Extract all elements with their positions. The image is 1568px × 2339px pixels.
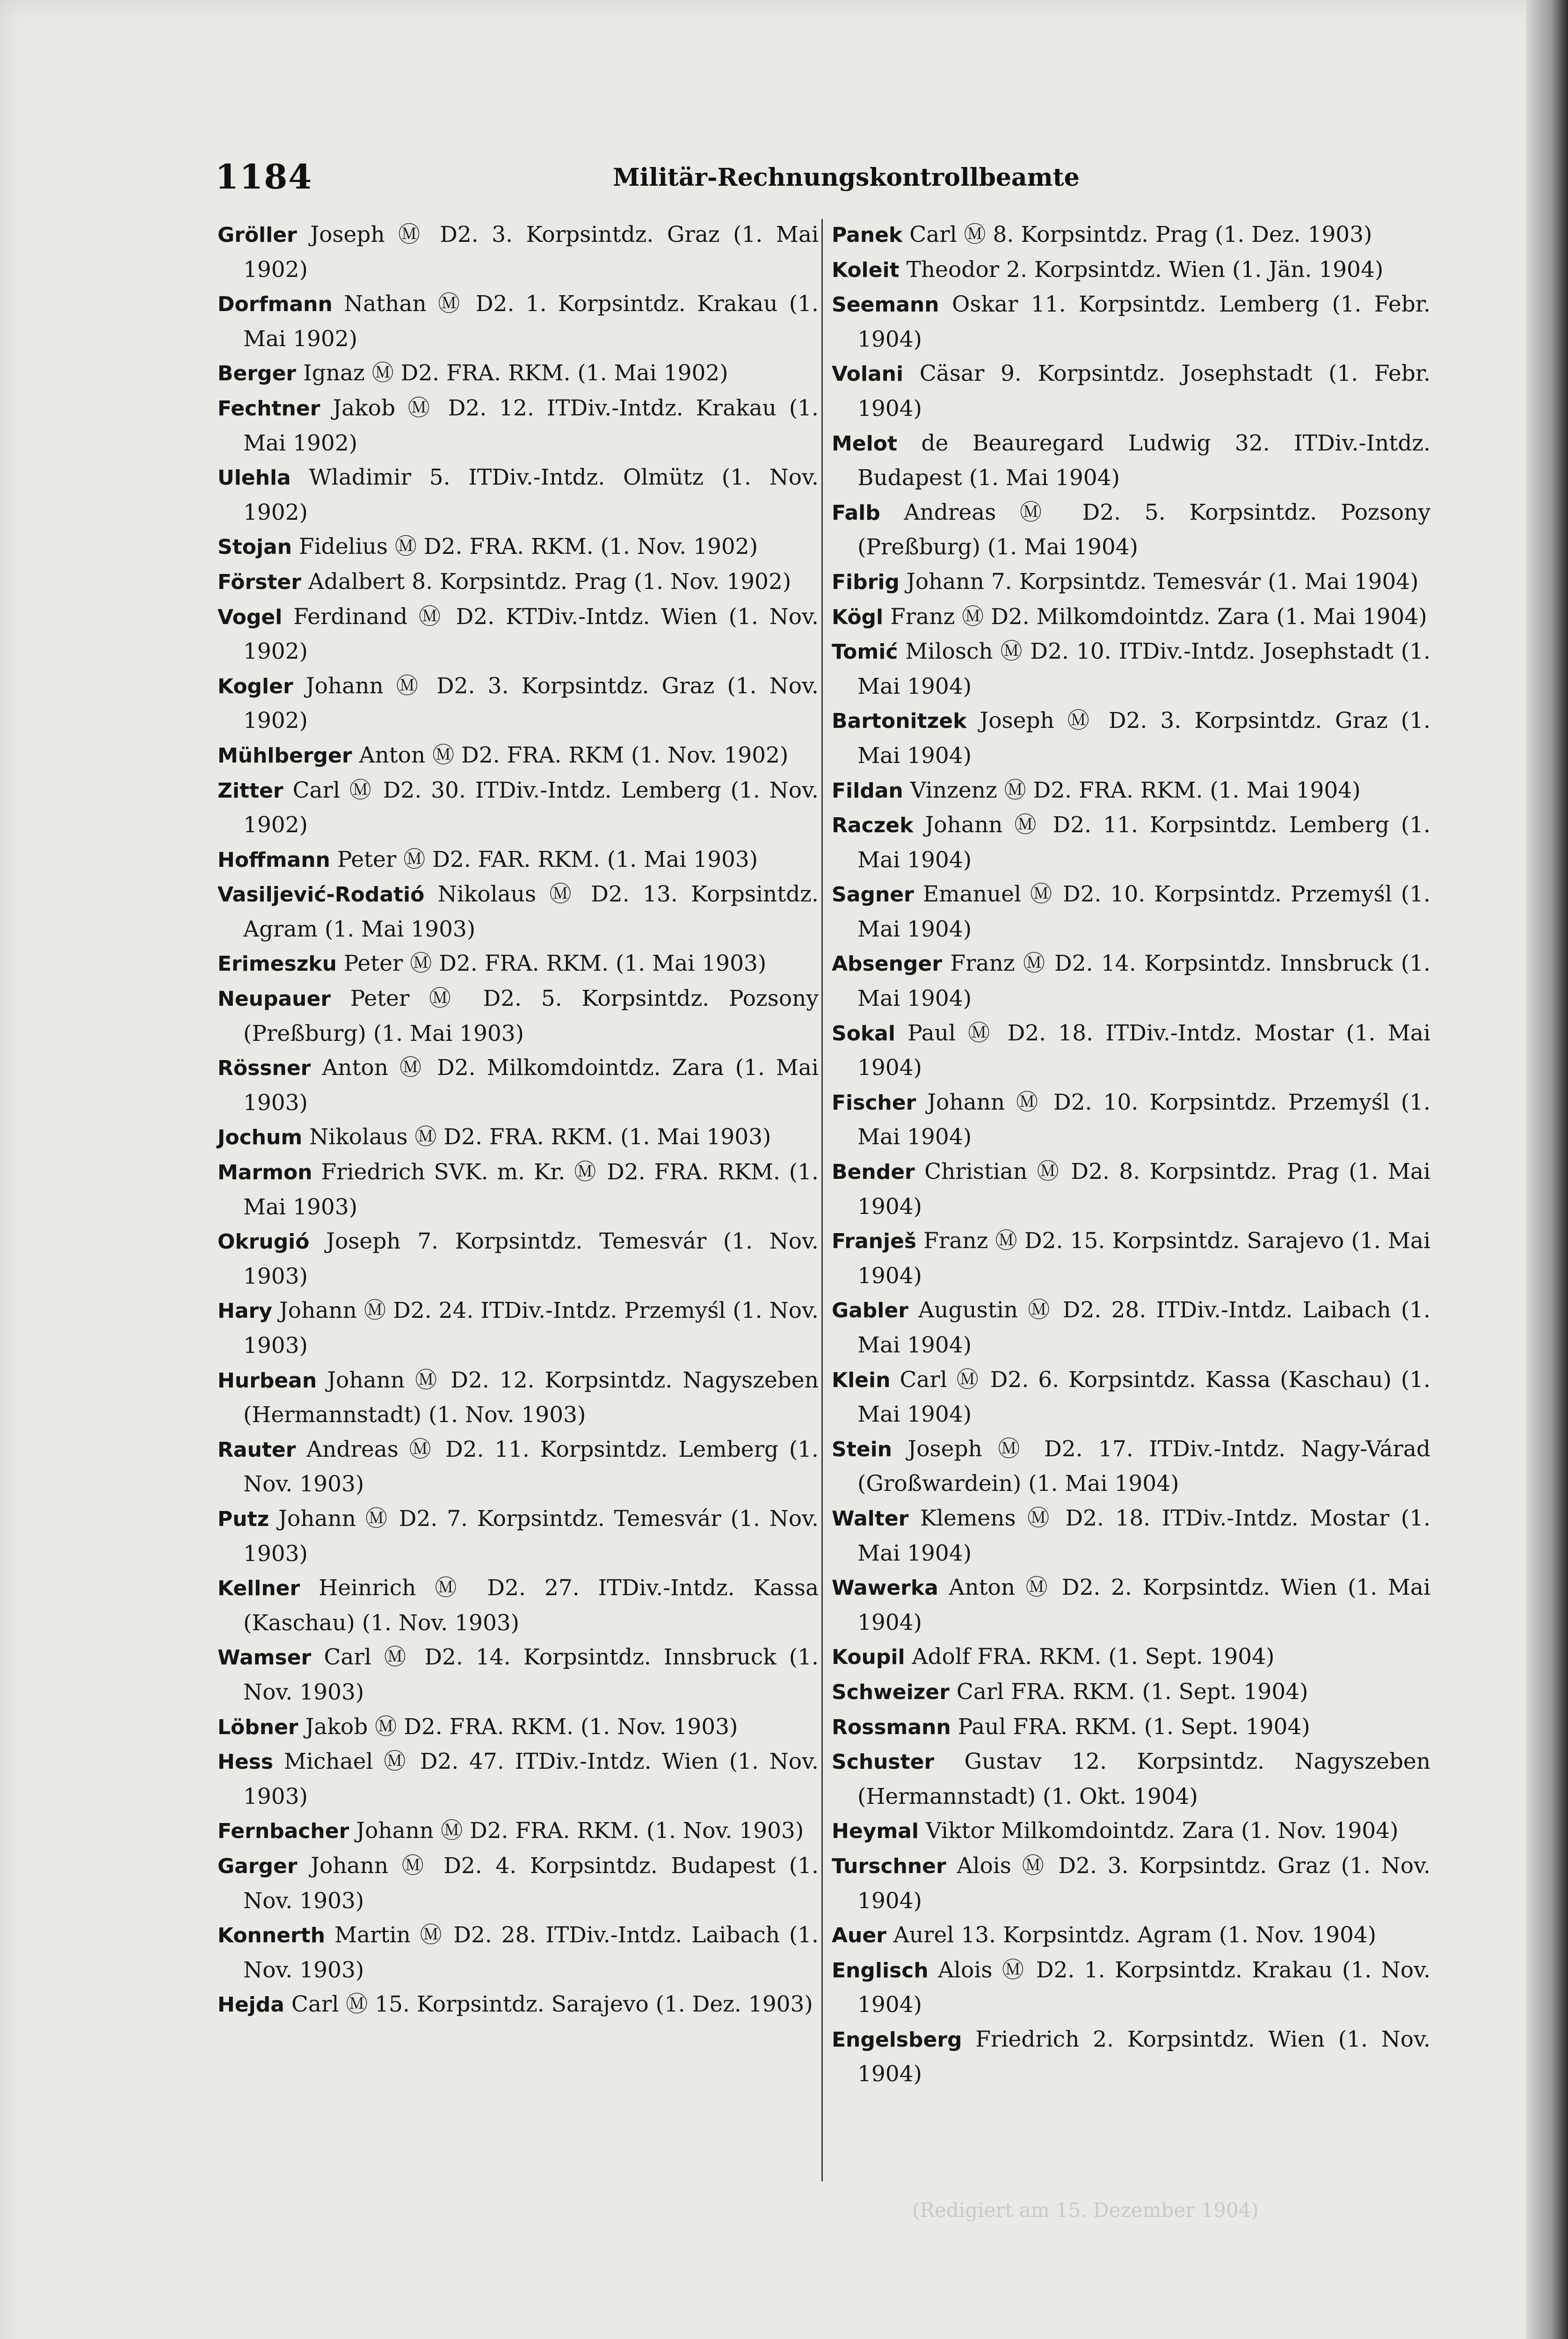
- entry-surname: Rossmann: [832, 1715, 951, 1739]
- entry-surname: Berger: [218, 362, 297, 386]
- entry-surname: Turschner: [832, 1854, 946, 1878]
- entry-details: Klemens Ⓜ D2. 18. ITDiv.-Intdz. Mostar (1. Mai 1904): [857, 1505, 1430, 1566]
- running-title: Militär-Rechnungskontrollbeamte: [613, 163, 1080, 192]
- entry: [832, 1953, 1430, 2022]
- entry-surname: Jochum: [218, 1126, 303, 1150]
- entry-surname: Franješ: [832, 1229, 917, 1254]
- entry-surname: Garger: [218, 1854, 298, 1878]
- entry: [832, 1363, 1430, 1432]
- entry-surname: Schuster: [832, 1750, 935, 1774]
- entry: [218, 1224, 819, 1293]
- entry-details: Michael Ⓜ D2. 47. ITDiv.-Intdz. Wien (1. Nov. 1903): [243, 1749, 819, 1809]
- entry-surname: Mühlberger: [218, 743, 352, 768]
- entry-details: Ignaz Ⓜ D2. FRA. RKM. (1. Mai 1902): [303, 360, 728, 386]
- entry-details: Aurel 13. Korpsintdz. Agram (1. Nov. 1904): [893, 1922, 1377, 1948]
- entry-details: de Beauregard Ludwig 32. ITDiv.-Intdz. Budapest (1. Mai 1904): [857, 430, 1430, 491]
- entry-details: Franz Ⓜ D2. 15. Korpsintdz. Sarajevo (1. Mai 1904): [857, 1228, 1430, 1289]
- entry-details: Franz Ⓜ D2. 14. Korpsintdz. Innsbruck (1. Mai 1904): [857, 951, 1430, 1012]
- entry: [218, 946, 819, 981]
- entry: [218, 356, 819, 391]
- entry: [832, 1640, 1430, 1675]
- entry: [832, 634, 1430, 704]
- entry-details: Joseph 7. Korpsintdz. Temesvár (1. Nov. 1903): [243, 1228, 819, 1289]
- entry-surname: Löbner: [218, 1715, 298, 1739]
- entry-details: Jakob Ⓜ D2. FRA. RKM. (1. Nov. 1903): [305, 1714, 738, 1740]
- entry-surname: Englisch: [832, 1958, 929, 1983]
- entry: [832, 877, 1430, 946]
- entry: [832, 1814, 1430, 1849]
- entry-surname: Gabler: [832, 1299, 908, 1323]
- entry-details: Alois Ⓜ D2. 1. Korpsintdz. Krakau (1. Nov. 1904): [857, 1957, 1430, 2018]
- entry: [832, 1085, 1430, 1155]
- entry-details: Peter Ⓜ D2. 5. Korpsintdz. Pozsony (Preßburg) (1. Mai 1903): [243, 986, 819, 1046]
- entry: [832, 287, 1430, 356]
- entry-details: Carl Ⓜ 15. Korpsintdz. Sarajevo (1. Dez. 1903): [291, 1991, 813, 2018]
- entry: [832, 565, 1430, 600]
- entry-surname: Konnerth: [218, 1924, 326, 1948]
- entry-surname: Hess: [218, 1750, 274, 1774]
- entry: [218, 1918, 819, 1987]
- entry: [832, 1432, 1430, 1501]
- entry-details: Carl Ⓜ D2. 6. Korpsintdz. Kassa (Kaschau) (1. Mai 1904): [857, 1366, 1430, 1428]
- page-header: [215, 157, 1431, 194]
- entry: [218, 1744, 819, 1814]
- right-column: [832, 218, 1430, 2092]
- entry-details: Carl Ⓜ D2. 14. Korpsintdz. Innsbruck (1. Nov. 1903): [243, 1644, 819, 1705]
- entry-surname: Zitter: [218, 778, 283, 803]
- entry: [832, 1849, 1430, 1918]
- entry: [832, 1744, 1430, 1814]
- entry-details: Peter Ⓜ D2. FAR. RKM. (1. Mai 1903): [337, 846, 758, 872]
- entry-details: Theodor 2. Korpsintdz. Wien (1. Jän. 1904): [906, 256, 1384, 283]
- entry-surname: Melot: [832, 431, 897, 456]
- entry: [218, 530, 819, 565]
- entry-details: Andreas Ⓜ D2. 5. Korpsintdz. Pozsony (Preßburg) (1. Mai 1904): [857, 499, 1430, 560]
- entry: [832, 2022, 1430, 2092]
- entry-surname: Klein: [832, 1368, 891, 1392]
- entry-surname: Rauter: [218, 1438, 296, 1462]
- entry: [832, 704, 1430, 773]
- entry-surname: Ulehla: [218, 466, 291, 490]
- left-column: [218, 218, 819, 2022]
- entry: [832, 1016, 1430, 1085]
- entry-surname: Hoffmann: [218, 848, 330, 872]
- entry-surname: Heymal: [832, 1819, 919, 1844]
- entry-details: Gustav 12. Korpsintdz. Nagyszeben (Hermannstadt) (1. Okt. 1904): [857, 1749, 1430, 1809]
- entry-surname: Walter: [832, 1506, 909, 1531]
- entry-surname: Vogel: [218, 605, 283, 629]
- entry-surname: Panek: [832, 223, 903, 247]
- entry-surname: Kogler: [218, 674, 293, 698]
- entry-details: Emanuel Ⓜ D2. 10. Korpsintdz. Przemyśl (1. Mai 1904): [857, 881, 1430, 942]
- entry-details: Augustin Ⓜ D2. 28. ITDiv.-Intdz. Laibach (1. Mai 1904): [857, 1297, 1430, 1358]
- entry-details: Johann Ⓜ D2. 24. ITDiv.-Intdz. Przemyśl (1. Nov. 1903): [243, 1298, 819, 1358]
- entry: [218, 1293, 819, 1363]
- entry-details: Friedrich 2. Korpsintdz. Wien (1. Nov. 1904): [857, 2026, 1430, 2087]
- entry-details: Fidelius Ⓜ D2. FRA. RKM. (1. Nov. 1902): [299, 534, 758, 560]
- entry-details: Wladimir 5. ITDiv.-Intdz. Olmütz (1. Nov. 1902): [243, 465, 819, 525]
- entry: [218, 981, 819, 1051]
- entry: [832, 1155, 1430, 1224]
- entry-surname: Fechtner: [218, 396, 320, 421]
- entry: [832, 808, 1430, 877]
- entry-details: Viktor Milkomdointdz. Zara (1. Nov. 1904): [925, 1818, 1399, 1844]
- entry-surname: Dorfmann: [218, 292, 333, 317]
- entry-details: Vinzenz Ⓜ D2. FRA. RKM. (1. Mai 1904): [910, 777, 1361, 803]
- entry-details: Oskar 11. Korpsintdz. Lemberg (1. Febr. 1904): [857, 291, 1430, 352]
- entry-surname: Auer: [832, 1924, 886, 1948]
- entry-details: Ferdinand Ⓜ D2. KTDiv.-Intdz. Wien (1. Nov. 1902): [243, 603, 819, 665]
- entry-surname: Kellner: [218, 1576, 300, 1601]
- column-divider: [821, 219, 823, 2181]
- page-number: 1184: [215, 157, 313, 196]
- entry-surname: Volani: [832, 362, 904, 386]
- entry-surname: Hejda: [218, 1993, 284, 2017]
- entry: [218, 669, 819, 738]
- entry: [218, 600, 819, 669]
- entry-surname: Erimeszku: [218, 952, 337, 976]
- entry: [218, 1155, 819, 1224]
- entry-details: Franz Ⓜ D2. Milkomdointdz. Zara (1. Mai 1904): [890, 603, 1427, 630]
- entry-surname: Engelsberg: [832, 2027, 962, 2052]
- entry: [218, 565, 819, 600]
- entry: [218, 877, 819, 946]
- entry-details: Joseph Ⓜ D2. 3. Korpsintdz. Graz (1. Mai 1904): [857, 708, 1430, 769]
- entry: [218, 1120, 819, 1155]
- entry-details: Christian Ⓜ D2. 8. Korpsintdz. Prag (1. Mai 1904): [857, 1159, 1430, 1220]
- entry: [832, 600, 1430, 635]
- entry-details: Carl Ⓜ D2. 30. ITDiv.-Intdz. Lemberg (1. Nov. 1902): [243, 777, 819, 838]
- entry-surname: Seemann: [832, 293, 939, 317]
- entry: [218, 1502, 819, 1571]
- entry-details: Johann Ⓜ D2. 3. Korpsintdz. Graz (1. Nov. 1902): [243, 673, 819, 734]
- entry-surname: Fernbacher: [218, 1819, 349, 1844]
- entry: [832, 1293, 1430, 1362]
- entry-details: Nikolaus Ⓜ D2. FRA. RKM. (1. Mai 1903): [309, 1124, 771, 1150]
- entry-surname: Fibrig: [832, 570, 900, 594]
- entry: [832, 426, 1430, 495]
- entry-details: Alois Ⓜ D2. 3. Korpsintdz. Graz (1. Nov. 1904): [857, 1852, 1430, 1914]
- entry: [218, 391, 819, 460]
- entry-surname: Fischer: [832, 1090, 916, 1115]
- entry-details: Martin Ⓜ D2. 28. ITDiv.-Intdz. Laibach (1. Nov. 1903): [243, 1922, 819, 1983]
- entry: [218, 287, 819, 356]
- entry-details: Adalbert 8. Korpsintdz. Prag (1. Nov. 1902): [308, 568, 791, 595]
- entry-surname: Gröller: [218, 223, 297, 247]
- entry: [218, 1849, 819, 1918]
- entry: [218, 460, 819, 530]
- entry: [218, 1363, 819, 1432]
- entry: [218, 1814, 819, 1849]
- entry: [218, 773, 819, 843]
- entry-details: Milosch Ⓜ D2. 10. ITDiv.-Intdz. Josephstadt (1. Mai 1904): [857, 639, 1430, 699]
- entry-surname: Kögl: [832, 605, 884, 629]
- entry-surname: Koupil: [832, 1645, 905, 1670]
- entry-details: Anton Ⓜ D2. FRA. RKM (1. Nov. 1902): [359, 742, 789, 768]
- entry: [218, 1640, 819, 1709]
- entry: [218, 1710, 819, 1745]
- entry-surname: Marmon: [218, 1161, 312, 1185]
- entry-details: Andreas Ⓜ D2. 11. Korpsintdz. Lemberg (1. Nov. 1903): [243, 1436, 819, 1497]
- entry: [832, 1710, 1430, 1745]
- entry-surname: Tomić: [832, 640, 898, 664]
- entry-details: Anton Ⓜ D2. Milkomdointdz. Zara (1. Mai 1903): [243, 1055, 819, 1116]
- entry-details: Jakob Ⓜ D2. 12. ITDiv.-Intdz. Krakau (1. Mai 1902): [243, 395, 819, 456]
- entry: [832, 773, 1430, 808]
- entry-surname: Wawerka: [832, 1576, 938, 1600]
- entry-surname: Rössner: [218, 1056, 311, 1081]
- entry: [832, 1675, 1430, 1710]
- entry-surname: Sokal: [832, 1021, 895, 1046]
- entry-details: Adolf FRA. RKM. (1. Sept. 1904): [912, 1644, 1275, 1670]
- entry-details: Paul FRA. RKM. (1. Sept. 1904): [958, 1714, 1310, 1740]
- entry: [832, 1570, 1430, 1640]
- entry-surname: Absenger: [832, 952, 942, 976]
- entry-details: Johann Ⓜ D2. 11. Korpsintdz. Lemberg (1. Mai 1904): [857, 812, 1430, 873]
- entry-details: Carl FRA. RKM. (1. Sept. 1904): [956, 1678, 1308, 1705]
- entry: [218, 1987, 819, 2022]
- entry-details: Paul Ⓜ D2. 18. ITDiv.-Intdz. Mostar (1. Mai 1904): [857, 1020, 1430, 1081]
- entry: [218, 738, 819, 773]
- entry-details: Johann Ⓜ D2. 10. Korpsintdz. Przemyśl (1. Mai 1904): [857, 1089, 1430, 1150]
- entry: [832, 495, 1430, 565]
- entry-surname: Bartonitzek: [832, 709, 967, 734]
- entry-surname: Sagner: [832, 883, 914, 907]
- entry: [832, 1501, 1430, 1570]
- bleed-through-text: (Redigiert am 15. Dezember 1904): [912, 2199, 1259, 2222]
- entry-details: Nathan Ⓜ D2. 1. Korpsintdz. Krakau (1. Mai 1902): [243, 291, 819, 352]
- entry-details: Johann Ⓜ D2. FRA. RKM. (1. Nov. 1903): [356, 1818, 804, 1844]
- entry-surname: Schweizer: [832, 1680, 950, 1704]
- entry-details: Joseph Ⓜ D2. 17. ITDiv.-Intdz. Nagy-Várad (Großwardein) (1. Mai 1904): [857, 1436, 1430, 1497]
- entry: [218, 843, 819, 878]
- entry-surname: Raczek: [832, 814, 914, 838]
- entry-details: Heinrich Ⓜ D2. 27. ITDiv.-Intdz. Kassa (Kaschau) (1. Nov. 1903): [243, 1575, 819, 1636]
- entry-details: Joseph Ⓜ D2. 3. Korpsintdz. Graz (1. Mai 1902): [243, 222, 819, 283]
- entry: [218, 1051, 819, 1120]
- entry: [218, 1432, 819, 1502]
- entry-details: Friedrich SVK. m. Kr. Ⓜ D2. FRA. RKM. (1. Mai 1903): [243, 1159, 819, 1220]
- entry: [832, 946, 1430, 1016]
- entry-details: Carl Ⓜ 8. Korpsintdz. Prag (1. Dez. 1903): [909, 222, 1372, 247]
- entry: [218, 1571, 819, 1640]
- page-edge-right: [1526, 0, 1568, 2339]
- entry-surname: Hary: [218, 1299, 272, 1323]
- entry: [832, 1224, 1430, 1293]
- entry: [832, 356, 1430, 426]
- entry-surname: Förster: [218, 570, 301, 594]
- entry: [218, 218, 819, 287]
- entry-details: Johann Ⓜ D2. 7. Korpsintdz. Temesvár (1. Nov. 1903): [243, 1505, 819, 1567]
- entry-details: Johann Ⓜ D2. 4. Korpsintdz. Budapest (1. Nov. 1903): [243, 1852, 819, 1914]
- entry-details: Anton Ⓜ D2. 2. Korpsintdz. Wien (1. Mai 1904): [857, 1575, 1430, 1635]
- entry-surname: Okrugió: [218, 1230, 310, 1254]
- entry-surname: Fildan: [832, 778, 903, 803]
- entry-details: Johann 7. Korpsintdz. Temesvár (1. Mai 1904): [906, 568, 1419, 595]
- entry-surname: Neupauer: [218, 987, 331, 1011]
- entry-surname: Putz: [218, 1507, 269, 1531]
- entry-details: Peter Ⓜ D2. FRA. RKM. (1. Mai 1903): [343, 951, 767, 977]
- entry-surname: Stojan: [218, 535, 292, 559]
- entry-details: Nikolaus Ⓜ D2. 13. Korpsintdz. Agram (1. Mai 1903): [243, 881, 819, 942]
- entry-details: Cäsar 9. Korpsintdz. Josephstadt (1. Febr. 1904): [857, 361, 1430, 421]
- entry: [832, 1918, 1430, 1953]
- entry-surname: Bender: [832, 1160, 915, 1184]
- entry-surname: Vasiljević-Rodatió: [218, 883, 425, 907]
- entry-surname: Koleit: [832, 258, 900, 282]
- entry-surname: Stein: [832, 1437, 892, 1461]
- entry-details: Johann Ⓜ D2. 12. Korpsintdz. Nagyszeben (Hermannstadt) (1. Nov. 1903): [243, 1367, 819, 1428]
- entry-surname: Hurbean: [218, 1368, 317, 1393]
- entry: [832, 253, 1430, 288]
- entry-surname: Falb: [832, 501, 880, 525]
- entry: [832, 218, 1430, 253]
- entry-surname: Wamser: [218, 1646, 312, 1670]
